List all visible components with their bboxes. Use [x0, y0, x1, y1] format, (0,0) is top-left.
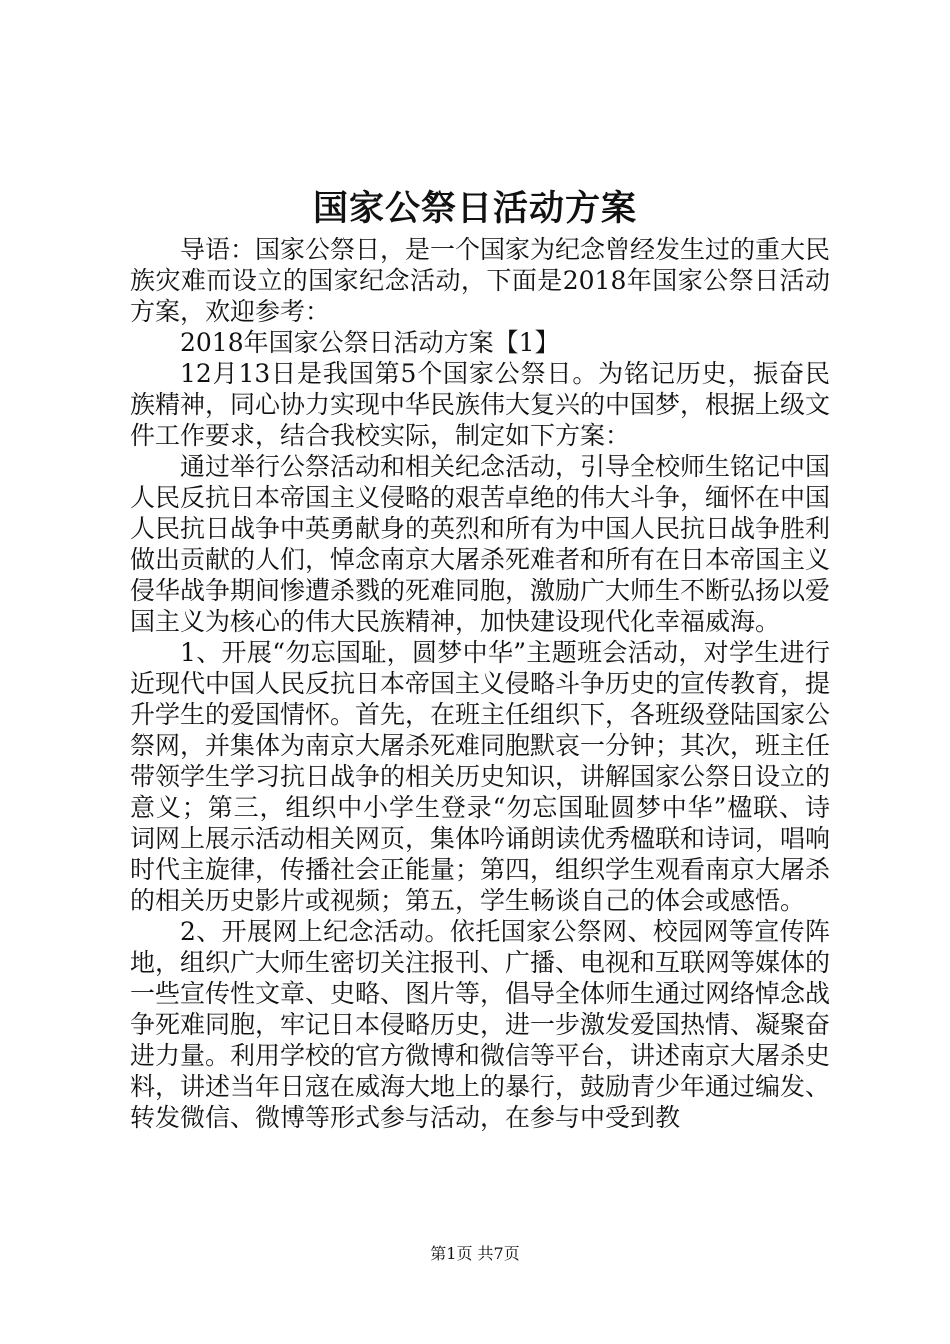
intro-paragraph: 导语：国家公祭日，是一个国家为纪念曾经发生过的重大民族灾难而设立的国家纪念活动，下面是2018年国家公祭日活动方案，欢迎参考： [130, 235, 831, 326]
document-body [130, 234, 830, 1133]
page-footer: 第1页 共7页 [430, 1244, 520, 1263]
body-paragraph: 1、开展“勿忘国耻，圆梦中华”主题班会活动，对学生进行近现代中国人民反抗日本帝国主义侵略斗争历史的宣传教育，提升学生的爱国情怀。首先，在班主任组织下，各班级登陆国家公祭网，并集体为南京大屠杀死难同胞默哀一分钟；其次，班主任带领学生学习抗日战争的相关历史知识，讲解国家公祭日设立的意义；第三，组织中小学生登录“勿忘国耻圆梦中华”楹联、诗词网上展示活动相关网页，集体吟诵朗读优秀楹联和诗词，唱响时代主旋律，传播社会正能量；第四，组织学生观看南京大屠杀的相关历史影片或视频；第五，学生畅谈自己的体会或感悟。 [130, 638, 831, 915]
document-title: 国家公祭日活动方案 [312, 188, 637, 229]
body-paragraph: 2、开展网上纪念活动。依托国家公祭网、校园网等宣传阵地，组织广大师生密切关注报刊、广播、电视和互联网等媒体的一些宣传性文章、史略、图片等，倡导全体师生通过网络悼念战争死难同胞，牢记日本侵略历史，进一步激发爱国热情、凝聚奋进力量。利用学校的官方微博和微信等平台，讲述南京大屠杀史料，讲述当年日寇在威海大地上的暴行，鼓励青少年通过编发、转发微信、微博等形式参与活动，在参与中受到教 [130, 917, 831, 1132]
section-heading: 2018年国家公祭日活动方案【1】 [180, 328, 560, 357]
body-paragraph: 12月13日是我国第5个国家公祭日。为铭记历史，振奋民族精神，同心协力实现中华民族伟大复兴的中国梦，根据上级文件工作要求，结合我校实际，制定如下方案： [130, 359, 831, 450]
body-paragraph: 通过举行公祭活动和相关纪念活动，引导全校师生铭记中国人民反抗日本帝国主义侵略的艰苦卓绝的伟大斗争，缅怀在中国人民抗日战争中英勇献身的英烈和所有为中国人民抗日战争胜利做出贡献的人们，悼念南京大屠杀死难者和所有在日本帝国主义侵华战争期间惨遭杀戮的死难同胞，激励广大师生不断弘扬以爱国主义为核心的伟大民族精神，加快建设现代化幸福威海。 [130, 452, 831, 636]
